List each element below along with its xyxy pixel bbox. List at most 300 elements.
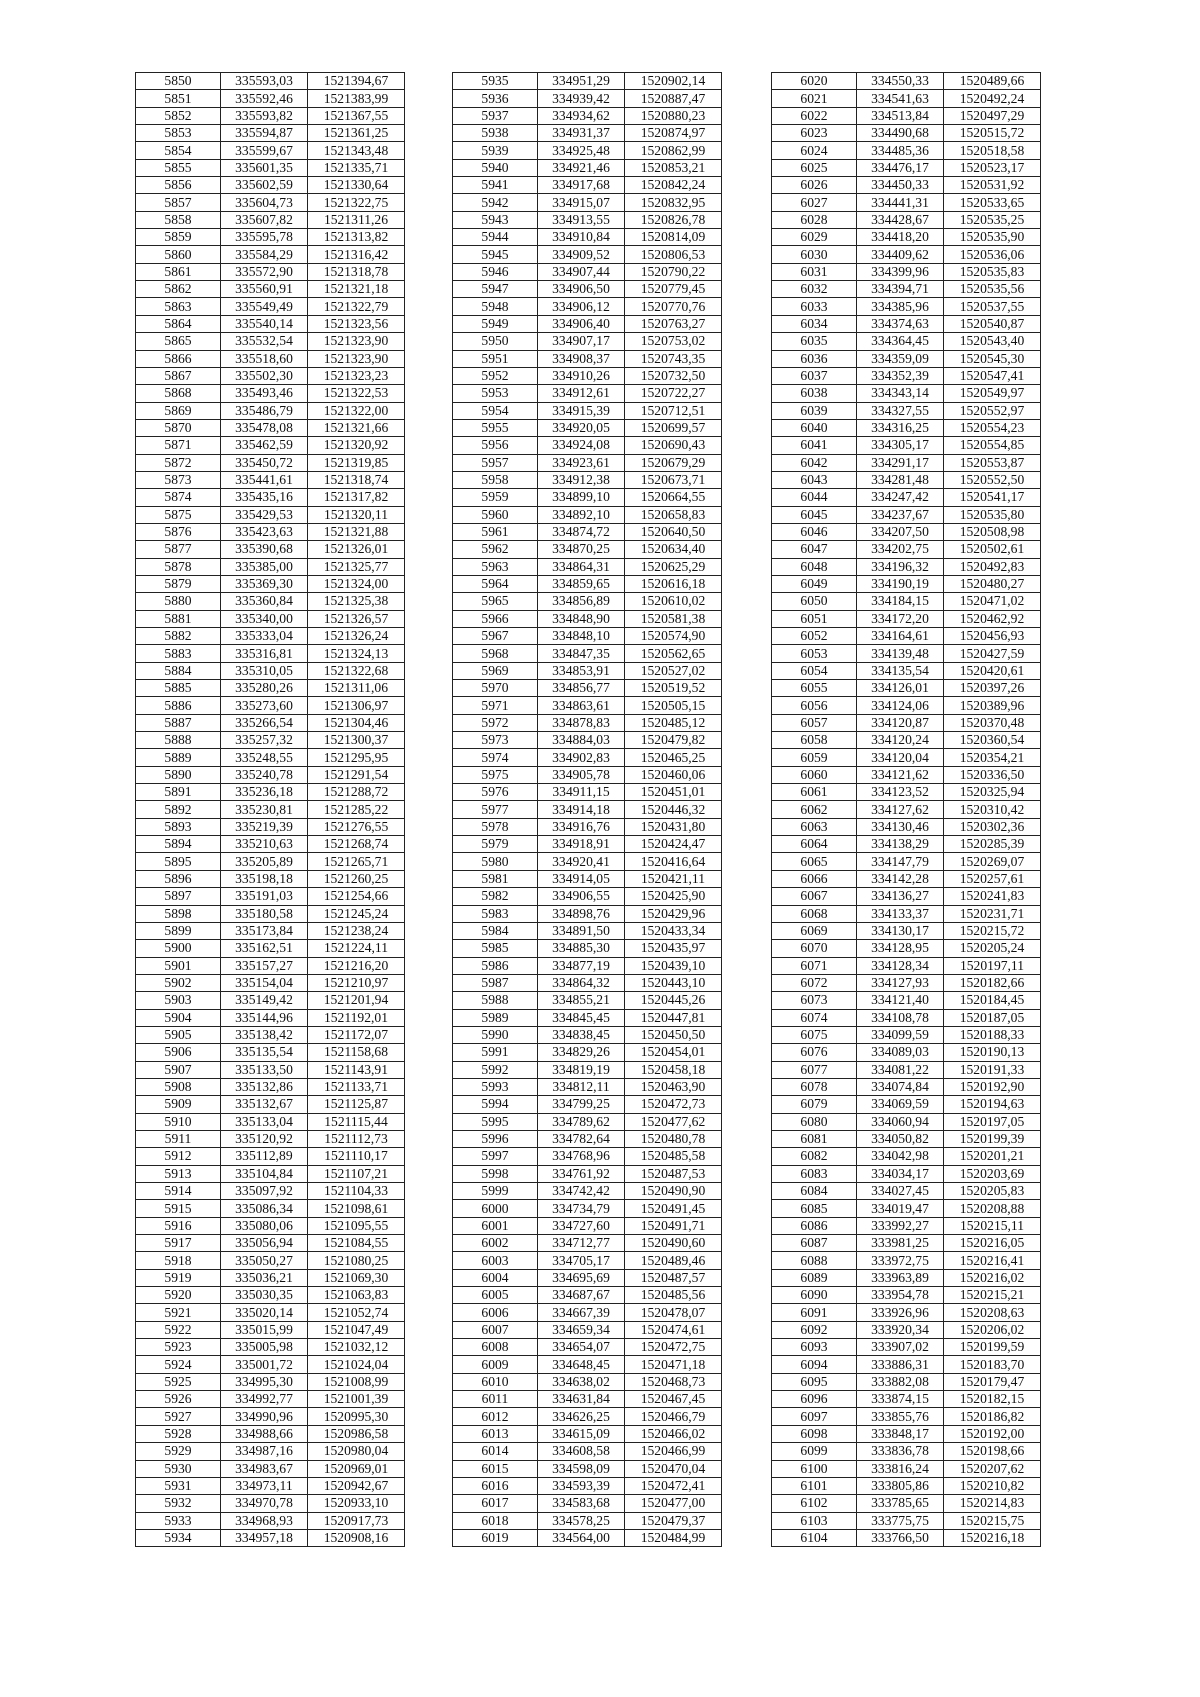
x-coordinate-cell: 333992,27: [857, 1217, 944, 1234]
x-coordinate-cell: 334877,19: [538, 957, 625, 974]
x-coordinate-cell: 334910,84: [538, 229, 625, 246]
y-coordinate-cell: 1521201,94: [308, 992, 405, 1009]
x-coordinate-cell: 334789,62: [538, 1113, 625, 1130]
x-coordinate-cell: 335441,61: [221, 471, 308, 488]
x-coordinate-cell: 335205,89: [221, 853, 308, 870]
x-coordinate-cell: 335478,08: [221, 419, 308, 436]
table-row: [136, 367, 405, 384]
y-coordinate-cell: 1520203,69: [944, 1165, 1041, 1182]
x-coordinate-cell: 334848,10: [538, 628, 625, 645]
point-number-cell: 5983: [453, 905, 538, 922]
y-coordinate-cell: 1520887,47: [625, 90, 722, 107]
table-row: [136, 1252, 405, 1269]
x-coordinate-cell: 334906,55: [538, 888, 625, 905]
y-coordinate-cell: 1520215,72: [944, 922, 1041, 939]
table-row: [136, 1321, 405, 1338]
table-row: [453, 506, 722, 523]
y-coordinate-cell: 1520215,75: [944, 1512, 1041, 1529]
x-coordinate-cell: 334906,12: [538, 298, 625, 315]
table-row: [453, 177, 722, 194]
table-row: [136, 1356, 405, 1373]
table-row: [772, 1183, 1041, 1200]
x-coordinate-cell: 335572,90: [221, 263, 308, 280]
point-number-cell: 6072: [772, 974, 857, 991]
point-number-cell: 5865: [136, 333, 221, 350]
point-number-cell: 5920: [136, 1287, 221, 1304]
point-number-cell: 6049: [772, 575, 857, 592]
table-row: [453, 1373, 722, 1390]
y-coordinate-cell: 1520995,30: [308, 1408, 405, 1425]
point-number-cell: 5883: [136, 645, 221, 662]
y-coordinate-cell: 1520420,61: [944, 662, 1041, 679]
x-coordinate-cell: 335191,03: [221, 888, 308, 905]
x-coordinate-cell: 334734,79: [538, 1200, 625, 1217]
x-coordinate-cell: 335601,35: [221, 159, 308, 176]
y-coordinate-cell: 1520536,06: [944, 246, 1041, 263]
table-row: [453, 541, 722, 558]
x-coordinate-cell: 335180,58: [221, 905, 308, 922]
table-row: [136, 350, 405, 367]
table-row: [136, 1269, 405, 1286]
y-coordinate-cell: 1520492,24: [944, 90, 1041, 107]
x-coordinate-cell: 334060,94: [857, 1113, 944, 1130]
y-coordinate-cell: 1521311,06: [308, 680, 405, 697]
table-row: [453, 385, 722, 402]
y-coordinate-cell: 1520480,27: [944, 575, 1041, 592]
y-coordinate-cell: 1520679,29: [625, 454, 722, 471]
point-number-cell: 5923: [136, 1339, 221, 1356]
table-row: [453, 1078, 722, 1095]
table-row: [453, 437, 722, 454]
x-coordinate-cell: 335310,05: [221, 662, 308, 679]
table-row: [453, 714, 722, 731]
table-row: [136, 922, 405, 939]
y-coordinate-cell: 1521317,82: [308, 489, 405, 506]
point-number-cell: 5907: [136, 1061, 221, 1078]
table-row: [772, 194, 1041, 211]
y-coordinate-cell: 1520487,53: [625, 1165, 722, 1182]
x-coordinate-cell: 333886,31: [857, 1356, 944, 1373]
table-row: [772, 662, 1041, 679]
y-coordinate-cell: 1520215,11: [944, 1217, 1041, 1234]
y-coordinate-cell: 1520216,02: [944, 1269, 1041, 1286]
point-number-cell: 5991: [453, 1044, 538, 1061]
table-row: [453, 836, 722, 853]
y-coordinate-cell: 1520456,93: [944, 628, 1041, 645]
point-number-cell: 5939: [453, 142, 538, 159]
table-row: [772, 1391, 1041, 1408]
x-coordinate-cell: 334899,10: [538, 489, 625, 506]
point-number-cell: 6001: [453, 1217, 538, 1234]
point-number-cell: 5892: [136, 801, 221, 818]
point-number-cell: 5966: [453, 610, 538, 627]
x-coordinate-cell: 335493,46: [221, 385, 308, 402]
table-row: [772, 1495, 1041, 1512]
point-number-cell: 5935: [453, 73, 538, 90]
table-row: [136, 1113, 405, 1130]
y-coordinate-cell: 1520634,40: [625, 541, 722, 558]
table-row: [136, 905, 405, 922]
y-coordinate-cell: 1520431,80: [625, 818, 722, 835]
table-row: [453, 853, 722, 870]
y-coordinate-cell: 1521104,33: [308, 1183, 405, 1200]
x-coordinate-cell: 334374,63: [857, 315, 944, 332]
point-number-cell: 5859: [136, 229, 221, 246]
x-coordinate-cell: 334364,45: [857, 333, 944, 350]
y-coordinate-cell: 1520451,01: [625, 784, 722, 801]
point-number-cell: 6052: [772, 628, 857, 645]
point-number-cell: 6029: [772, 229, 857, 246]
point-number-cell: 6050: [772, 593, 857, 610]
y-coordinate-cell: 1520445,26: [625, 992, 722, 1009]
table-row: [136, 177, 405, 194]
table-row: [772, 315, 1041, 332]
x-coordinate-cell: 335584,29: [221, 246, 308, 263]
y-coordinate-cell: 1520199,39: [944, 1130, 1041, 1147]
y-coordinate-cell: 1521322,75: [308, 194, 405, 211]
table-row: [772, 610, 1041, 627]
y-coordinate-cell: 1520465,25: [625, 749, 722, 766]
x-coordinate-cell: 333805,86: [857, 1477, 944, 1494]
x-coordinate-cell: 334418,20: [857, 229, 944, 246]
y-coordinate-cell: 1520429,96: [625, 905, 722, 922]
point-number-cell: 5934: [136, 1529, 221, 1546]
y-coordinate-cell: 1520505,15: [625, 697, 722, 714]
x-coordinate-cell: 335257,32: [221, 732, 308, 749]
point-number-cell: 6085: [772, 1200, 857, 1217]
x-coordinate-cell: 335593,03: [221, 73, 308, 90]
y-coordinate-cell: 1520466,99: [625, 1443, 722, 1460]
y-coordinate-cell: 1521326,57: [308, 610, 405, 627]
point-number-cell: 5918: [136, 1252, 221, 1269]
table-row: [453, 1529, 722, 1546]
table-row: [136, 471, 405, 488]
point-number-cell: 5858: [136, 211, 221, 228]
table-row: [772, 836, 1041, 853]
point-number-cell: 6073: [772, 992, 857, 1009]
point-number-cell: 5951: [453, 350, 538, 367]
table-row: [136, 992, 405, 1009]
table-row: [772, 1425, 1041, 1442]
x-coordinate-cell: 334884,03: [538, 732, 625, 749]
y-coordinate-cell: 1520545,30: [944, 350, 1041, 367]
y-coordinate-cell: 1520814,09: [625, 229, 722, 246]
x-coordinate-cell: 334913,55: [538, 211, 625, 228]
table-row: [772, 1408, 1041, 1425]
x-coordinate-cell: 334126,01: [857, 680, 944, 697]
point-number-cell: 5968: [453, 645, 538, 662]
table-row: [136, 1339, 405, 1356]
point-number-cell: 6070: [772, 940, 857, 957]
y-coordinate-cell: 1520182,15: [944, 1391, 1041, 1408]
table-row: [453, 1477, 722, 1494]
x-coordinate-cell: 334705,17: [538, 1252, 625, 1269]
x-coordinate-cell: 334428,67: [857, 211, 944, 228]
table-row: [453, 818, 722, 835]
y-coordinate-cell: 1520439,10: [625, 957, 722, 974]
point-number-cell: 5972: [453, 714, 538, 731]
point-number-cell: 6104: [772, 1529, 857, 1546]
y-coordinate-cell: 1520969,01: [308, 1460, 405, 1477]
y-coordinate-cell: 1520518,58: [944, 142, 1041, 159]
table-row: [136, 246, 405, 263]
point-number-cell: 6079: [772, 1096, 857, 1113]
y-coordinate-cell: 1521304,46: [308, 714, 405, 731]
y-coordinate-cell: 1521321,66: [308, 419, 405, 436]
point-number-cell: 5860: [136, 246, 221, 263]
x-coordinate-cell: 334907,17: [538, 333, 625, 350]
table-row: [772, 974, 1041, 991]
point-number-cell: 5953: [453, 385, 538, 402]
x-coordinate-cell: 335423,63: [221, 523, 308, 540]
y-coordinate-cell: 1520610,02: [625, 593, 722, 610]
y-coordinate-cell: 1520535,56: [944, 281, 1041, 298]
y-coordinate-cell: 1521324,00: [308, 575, 405, 592]
y-coordinate-cell: 1521216,20: [308, 957, 405, 974]
table-row: [136, 125, 405, 142]
table-row: [453, 1269, 722, 1286]
point-number-cell: 6034: [772, 315, 857, 332]
y-coordinate-cell: 1520241,83: [944, 888, 1041, 905]
x-coordinate-cell: 334864,31: [538, 558, 625, 575]
table-row: [453, 125, 722, 142]
x-coordinate-cell: 334476,17: [857, 159, 944, 176]
x-coordinate-cell: 335390,68: [221, 541, 308, 558]
x-coordinate-cell: 333972,75: [857, 1252, 944, 1269]
y-coordinate-cell: 1520216,05: [944, 1235, 1041, 1252]
table-row: [136, 298, 405, 315]
y-coordinate-cell: 1520616,18: [625, 575, 722, 592]
point-number-cell: 5945: [453, 246, 538, 263]
y-coordinate-cell: 1521172,07: [308, 1026, 405, 1043]
point-number-cell: 5961: [453, 523, 538, 540]
y-coordinate-cell: 1520770,76: [625, 298, 722, 315]
table-row: [772, 506, 1041, 523]
point-number-cell: 6083: [772, 1165, 857, 1182]
table-row: [453, 1304, 722, 1321]
y-coordinate-cell: 1520214,83: [944, 1495, 1041, 1512]
y-coordinate-cell: 1520535,25: [944, 211, 1041, 228]
x-coordinate-cell: 335435,16: [221, 489, 308, 506]
y-coordinate-cell: 1520535,90: [944, 229, 1041, 246]
y-coordinate-cell: 1520184,45: [944, 992, 1041, 1009]
table-row: [453, 1183, 722, 1200]
table-row: [136, 1165, 405, 1182]
y-coordinate-cell: 1521321,88: [308, 523, 405, 540]
x-coordinate-cell: 333775,75: [857, 1512, 944, 1529]
table-row: [772, 281, 1041, 298]
table-row: [453, 1113, 722, 1130]
table-row: [453, 1200, 722, 1217]
table-row: [453, 1356, 722, 1373]
x-coordinate-cell: 334768,96: [538, 1148, 625, 1165]
point-number-cell: 5863: [136, 298, 221, 315]
point-number-cell: 5960: [453, 506, 538, 523]
x-coordinate-cell: 335230,81: [221, 801, 308, 818]
table-row: [136, 229, 405, 246]
x-coordinate-cell: 334485,36: [857, 142, 944, 159]
y-coordinate-cell: 1520722,27: [625, 385, 722, 402]
x-coordinate-cell: 334190,19: [857, 575, 944, 592]
y-coordinate-cell: 1520336,50: [944, 766, 1041, 783]
table-row: [136, 142, 405, 159]
x-coordinate-cell: 334196,32: [857, 558, 944, 575]
table-row: [772, 1096, 1041, 1113]
point-number-cell: 6046: [772, 523, 857, 540]
x-coordinate-cell: 334742,42: [538, 1183, 625, 1200]
y-coordinate-cell: 1520508,98: [944, 523, 1041, 540]
point-number-cell: 6090: [772, 1287, 857, 1304]
point-number-cell: 5912: [136, 1148, 221, 1165]
point-number-cell: 5949: [453, 315, 538, 332]
table-row: [453, 766, 722, 783]
y-coordinate-cell: 1520491,45: [625, 1200, 722, 1217]
table-row: [453, 229, 722, 246]
x-coordinate-cell: 334915,39: [538, 402, 625, 419]
point-number-cell: 5893: [136, 818, 221, 835]
table-row: [772, 142, 1041, 159]
point-number-cell: 5851: [136, 90, 221, 107]
point-number-cell: 5942: [453, 194, 538, 211]
point-number-cell: 5916: [136, 1217, 221, 1234]
table-row: [772, 714, 1041, 731]
table-row: [453, 1130, 722, 1147]
y-coordinate-cell: 1520458,18: [625, 1061, 722, 1078]
y-coordinate-cell: 1520554,23: [944, 419, 1041, 436]
y-coordinate-cell: 1521110,17: [308, 1148, 405, 1165]
y-coordinate-cell: 1520460,06: [625, 766, 722, 783]
y-coordinate-cell: 1520208,88: [944, 1200, 1041, 1217]
x-coordinate-cell: 334136,27: [857, 888, 944, 905]
x-coordinate-cell: 335104,84: [221, 1165, 308, 1182]
y-coordinate-cell: 1520492,83: [944, 558, 1041, 575]
table-row: [136, 1200, 405, 1217]
x-coordinate-cell: 333848,17: [857, 1425, 944, 1442]
x-coordinate-cell: 334912,61: [538, 385, 625, 402]
y-coordinate-cell: 1520477,00: [625, 1495, 722, 1512]
table-row: [136, 784, 405, 801]
table-row: [136, 1495, 405, 1512]
x-coordinate-cell: 334399,96: [857, 263, 944, 280]
y-coordinate-cell: 1520552,50: [944, 471, 1041, 488]
y-coordinate-cell: 1520201,21: [944, 1148, 1041, 1165]
x-coordinate-cell: 334327,55: [857, 402, 944, 419]
point-number-cell: 6078: [772, 1078, 857, 1095]
table-row: [136, 107, 405, 124]
x-coordinate-cell: 335138,42: [221, 1026, 308, 1043]
y-coordinate-cell: 1520484,99: [625, 1529, 722, 1546]
y-coordinate-cell: 1520269,07: [944, 853, 1041, 870]
table-row: [136, 1529, 405, 1546]
point-number-cell: 6020: [772, 73, 857, 90]
y-coordinate-cell: 1520826,78: [625, 211, 722, 228]
table-row: [772, 784, 1041, 801]
y-coordinate-cell: 1520531,92: [944, 177, 1041, 194]
x-coordinate-cell: 334550,33: [857, 73, 944, 90]
y-coordinate-cell: 1521300,37: [308, 732, 405, 749]
point-number-cell: 5950: [453, 333, 538, 350]
x-coordinate-cell: 335462,59: [221, 437, 308, 454]
coordinate-table-1: [135, 72, 405, 1547]
point-number-cell: 6067: [772, 888, 857, 905]
x-coordinate-cell: 334648,45: [538, 1356, 625, 1373]
point-number-cell: 5967: [453, 628, 538, 645]
y-coordinate-cell: 1520902,14: [625, 73, 722, 90]
point-number-cell: 5928: [136, 1425, 221, 1442]
x-coordinate-cell: 333963,89: [857, 1269, 944, 1286]
x-coordinate-cell: 334120,87: [857, 714, 944, 731]
x-coordinate-cell: 334838,45: [538, 1026, 625, 1043]
table-row: [453, 107, 722, 124]
y-coordinate-cell: 1521288,72: [308, 784, 405, 801]
x-coordinate-cell: 335607,82: [221, 211, 308, 228]
x-coordinate-cell: 335154,04: [221, 974, 308, 991]
x-coordinate-cell: 335595,78: [221, 229, 308, 246]
x-coordinate-cell: 335210,63: [221, 836, 308, 853]
point-number-cell: 6042: [772, 454, 857, 471]
y-coordinate-cell: 1520182,66: [944, 974, 1041, 991]
point-number-cell: 6088: [772, 1252, 857, 1269]
y-coordinate-cell: 1521143,91: [308, 1061, 405, 1078]
x-coordinate-cell: 334359,09: [857, 350, 944, 367]
x-coordinate-cell: 334305,17: [857, 437, 944, 454]
table-row: [453, 1460, 722, 1477]
y-coordinate-cell: 1521084,55: [308, 1235, 405, 1252]
x-coordinate-cell: 334513,84: [857, 107, 944, 124]
y-coordinate-cell: 1520479,37: [625, 1512, 722, 1529]
table-row: [136, 940, 405, 957]
y-coordinate-cell: 1520763,27: [625, 315, 722, 332]
table-row: [453, 1443, 722, 1460]
table-row: [453, 194, 722, 211]
table-row: [453, 1512, 722, 1529]
table-row: [772, 1252, 1041, 1269]
table-row: [136, 1304, 405, 1321]
point-number-cell: 5889: [136, 749, 221, 766]
point-number-cell: 6007: [453, 1321, 538, 1338]
table-row: [772, 905, 1041, 922]
y-coordinate-cell: 1520194,63: [944, 1096, 1041, 1113]
x-coordinate-cell: 335360,84: [221, 593, 308, 610]
x-coordinate-cell: 335097,92: [221, 1183, 308, 1200]
point-number-cell: 5982: [453, 888, 538, 905]
y-coordinate-cell: 1520485,12: [625, 714, 722, 731]
x-coordinate-cell: 334920,05: [538, 419, 625, 436]
point-number-cell: 5897: [136, 888, 221, 905]
point-number-cell: 6065: [772, 853, 857, 870]
y-coordinate-cell: 1520192,90: [944, 1078, 1041, 1095]
x-coordinate-cell: 334164,61: [857, 628, 944, 645]
table-row: [453, 957, 722, 974]
y-coordinate-cell: 1520842,24: [625, 177, 722, 194]
table-row: [453, 1287, 722, 1304]
table-row: [136, 1373, 405, 1390]
y-coordinate-cell: 1520471,18: [625, 1356, 722, 1373]
table-row: [772, 818, 1041, 835]
table-row: [136, 732, 405, 749]
y-coordinate-cell: 1520446,32: [625, 801, 722, 818]
x-coordinate-cell: 334856,77: [538, 680, 625, 697]
point-number-cell: 6093: [772, 1339, 857, 1356]
point-number-cell: 5903: [136, 992, 221, 1009]
x-coordinate-cell: 334917,68: [538, 177, 625, 194]
table-row: [772, 159, 1041, 176]
table-row: [772, 801, 1041, 818]
x-coordinate-cell: 335273,60: [221, 697, 308, 714]
table-row: [136, 680, 405, 697]
point-number-cell: 6014: [453, 1443, 538, 1460]
x-coordinate-cell: 335132,67: [221, 1096, 308, 1113]
